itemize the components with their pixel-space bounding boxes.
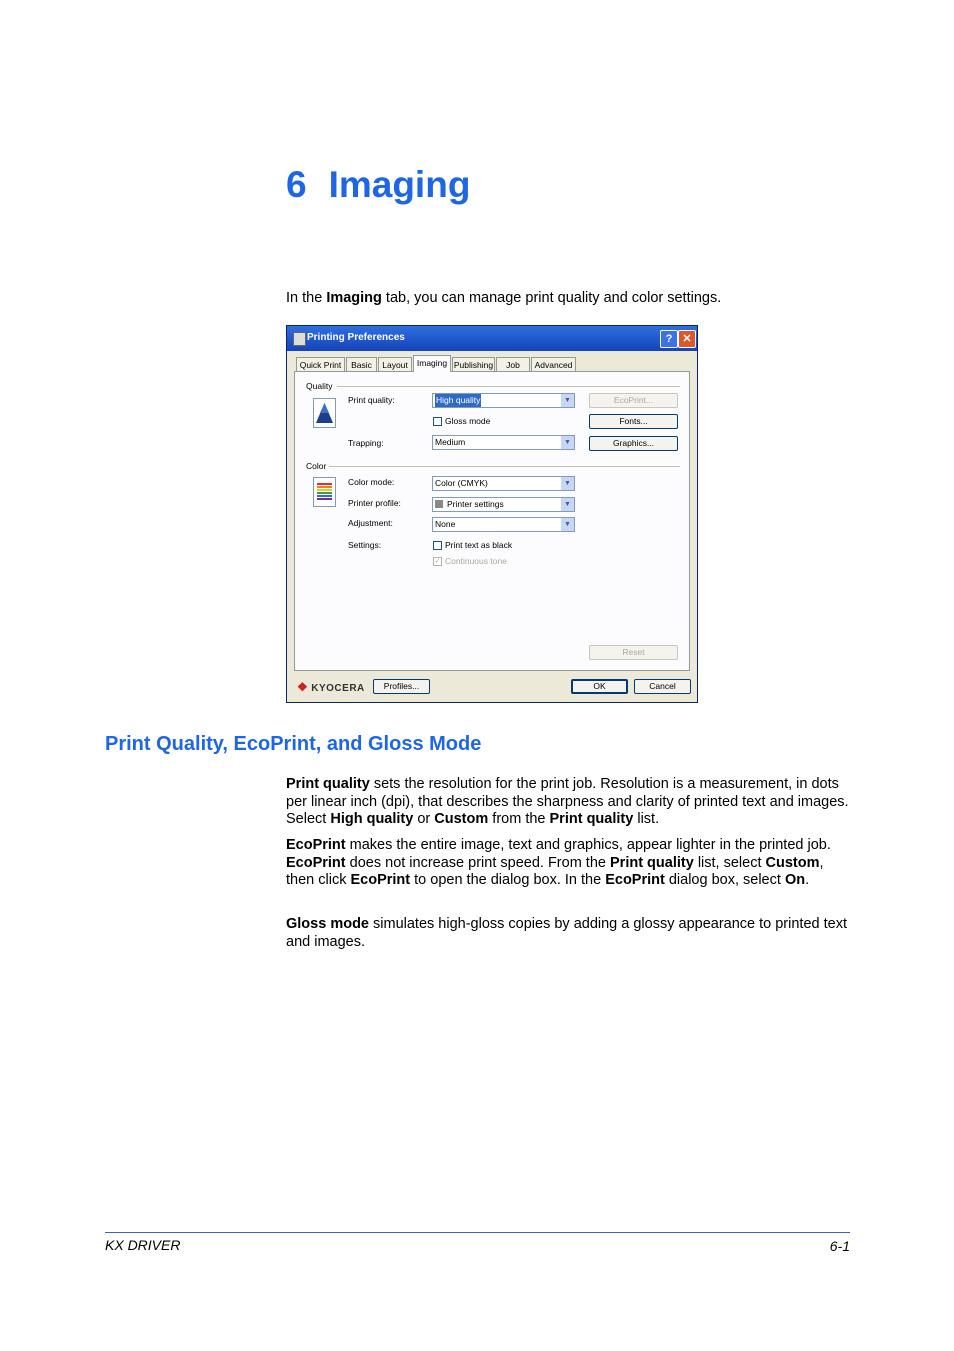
fonts-button[interactable]: Fonts... bbox=[589, 414, 678, 429]
bold-term: Gloss mode bbox=[286, 916, 369, 932]
bold-term: EcoPrint bbox=[286, 837, 346, 853]
text-run: list. bbox=[633, 811, 660, 827]
chevron-down-icon: ▼ bbox=[561, 498, 574, 511]
bold-term: EcoPrint bbox=[605, 872, 665, 888]
text-run: list, select bbox=[693, 854, 766, 871]
adjustment-value: None bbox=[435, 519, 456, 529]
dialog-title: Printing Preferences bbox=[307, 332, 405, 343]
trapping-select[interactable] bbox=[432, 435, 575, 450]
bold-term: Print quality bbox=[610, 854, 694, 871]
print-quality-value: High quality bbox=[436, 395, 481, 405]
gloss-mode-label: Gloss mode bbox=[445, 416, 491, 426]
trapping-label: Trapping: bbox=[348, 438, 384, 448]
tab-imaging[interactable]: Imaging bbox=[413, 355, 451, 372]
chevron-down-icon: ▼ bbox=[561, 518, 574, 531]
text-run: to open the dialog box. In the bbox=[410, 872, 606, 888]
paragraph-print-quality bbox=[286, 776, 852, 829]
chapter-name: Imaging bbox=[328, 164, 471, 205]
color-mode-select[interactable] bbox=[432, 476, 575, 491]
text-run: sets the resolution for the print job. Resolution is a measurement, in dots per linear inch (dpi), that describes the sharpness and clarity of printed text and images. Select bbox=[286, 776, 849, 827]
bold-term: On bbox=[784, 872, 806, 888]
paragraph-ecoprint bbox=[286, 837, 852, 890]
bold-term: EcoPrint bbox=[350, 872, 411, 888]
color-mode-icon bbox=[313, 477, 336, 507]
bold-term: EcoPrint bbox=[286, 854, 346, 871]
text-run: dialog box, select bbox=[664, 872, 785, 888]
bold-term: Print quality bbox=[286, 776, 370, 792]
profiles-button[interactable]: Profiles... bbox=[373, 679, 430, 694]
continuous-tone-label: Continuous tone bbox=[445, 556, 507, 566]
quality-group-label: Quality bbox=[306, 381, 333, 391]
text-run: simulates high-gloss copies by adding a glossy appearance to printed text and images. bbox=[286, 916, 847, 950]
chevron-down-icon: ▼ bbox=[561, 394, 574, 407]
chapter-number: 6 bbox=[286, 164, 307, 205]
adjustment-label: Adjustment: bbox=[348, 518, 393, 528]
color-group-label: Color bbox=[306, 461, 327, 471]
printer-profile-label: Printer profile: bbox=[348, 498, 401, 508]
tab-advanced[interactable]: Advanced bbox=[531, 357, 576, 371]
printing-preferences-dialog bbox=[286, 325, 698, 703]
help-button[interactable]: ? bbox=[660, 330, 678, 348]
tab-layout[interactable]: Layout bbox=[378, 357, 412, 371]
continuous-tone-checkbox[interactable]: ✓ bbox=[434, 558, 441, 565]
text-run: does not increase print speed. From the bbox=[345, 854, 610, 871]
section-title: Print Quality, EcoPrint, and Gloss Mode bbox=[105, 733, 482, 755]
tab-basic[interactable]: Basic bbox=[346, 357, 377, 371]
chapter-title bbox=[286, 164, 470, 206]
text-run: makes the entire image, text and graphics, appear lighter in the printed job. bbox=[345, 837, 831, 853]
settings-label: Settings: bbox=[348, 540, 382, 550]
print-quality-select[interactable] bbox=[432, 393, 575, 408]
chevron-down-icon: ▼ bbox=[561, 436, 574, 449]
footer-divider bbox=[105, 1232, 850, 1233]
intro-bold: Imaging bbox=[326, 290, 382, 306]
footer-title: KX DRIVER bbox=[105, 1237, 181, 1253]
bold-term: Custom bbox=[434, 811, 489, 827]
text-run: , then click bbox=[286, 854, 824, 888]
print-text-black-checkbox[interactable] bbox=[433, 541, 442, 550]
dialog-titlebar[interactable] bbox=[287, 326, 697, 351]
reset-button[interactable]: Reset bbox=[589, 645, 678, 660]
intro-text-2: tab, you can manage print quality and color settings. bbox=[381, 290, 722, 306]
printer-settings-icon bbox=[435, 500, 443, 508]
quality-divider bbox=[337, 386, 680, 387]
page-number: 6-1 bbox=[829, 1238, 850, 1254]
kyocera-logo bbox=[297, 680, 365, 694]
adjustment-select[interactable] bbox=[432, 517, 575, 532]
intro-text-1: In the bbox=[286, 290, 327, 306]
logo-text: KYOCERA bbox=[311, 683, 365, 694]
tab-publishing[interactable]: Publishing bbox=[452, 357, 495, 371]
gloss-mode-checkbox[interactable] bbox=[433, 417, 442, 426]
text-run: . bbox=[805, 872, 810, 888]
tab-job[interactable]: Job bbox=[496, 357, 530, 371]
ecoprint-button[interactable]: EcoPrint... bbox=[589, 393, 678, 408]
trapping-value: Medium bbox=[435, 437, 466, 447]
printer-icon bbox=[293, 332, 306, 346]
printer-profile-value: Printer settings bbox=[447, 499, 504, 509]
kyocera-mark-icon: ❖ bbox=[297, 680, 309, 694]
bold-term: High quality bbox=[330, 811, 414, 827]
bold-term: Custom bbox=[765, 854, 820, 871]
print-text-black-label: Print text as black bbox=[445, 540, 513, 550]
ok-button[interactable]: OK bbox=[571, 679, 628, 694]
color-mode-value: Color (CMYK) bbox=[435, 478, 488, 488]
chevron-down-icon: ▼ bbox=[561, 477, 574, 490]
intro-paragraph bbox=[286, 290, 721, 306]
color-mode-label: Color mode: bbox=[348, 477, 395, 487]
graphics-button[interactable]: Graphics... bbox=[589, 436, 678, 451]
printer-profile-select[interactable] bbox=[432, 497, 575, 512]
color-divider bbox=[329, 466, 680, 467]
text-run: or bbox=[413, 811, 435, 827]
close-button[interactable]: ✕ bbox=[678, 330, 696, 348]
bold-term: Print quality bbox=[549, 811, 634, 827]
print-quality-label: Print quality: bbox=[348, 395, 395, 405]
tab-quick-print[interactable]: Quick Print bbox=[296, 357, 345, 371]
paragraph-gloss-mode bbox=[286, 916, 852, 951]
print-quality-icon bbox=[313, 398, 336, 428]
cancel-button[interactable]: Cancel bbox=[634, 679, 691, 694]
text-run: from the bbox=[488, 811, 550, 827]
